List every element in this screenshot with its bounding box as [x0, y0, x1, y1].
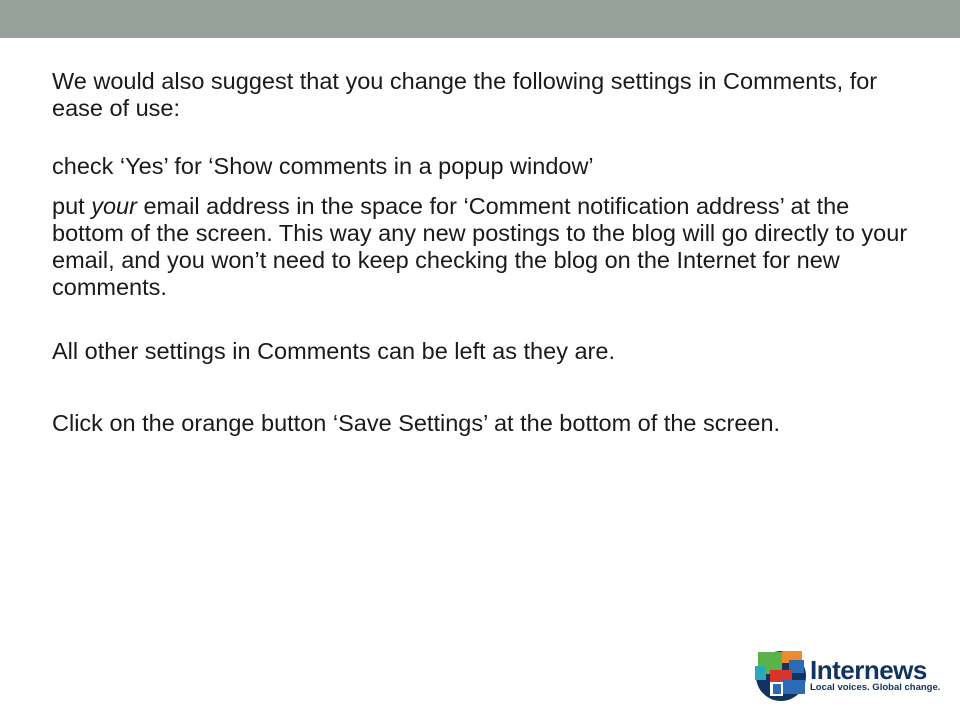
- paragraph-email-text-start: put: [52, 193, 92, 219]
- logo-name: Internews: [810, 655, 927, 685]
- slide-body: [52, 68, 912, 437]
- internews-logo-mark-icon: [753, 646, 809, 704]
- top-accent-bar: [0, 0, 960, 38]
- paragraph-email-text-end: email address in the space for ‘Comment notification address’ at the bottom of the screen. This way any new postings to the blog will go directly to your email, and you won’t need to keep checking the blog on the Internet for new comments.: [52, 193, 908, 300]
- paragraph-popup-setting: check ‘Yes’ for ‘Show comments in a popup window’: [52, 153, 594, 179]
- paragraph-email-setting: [52, 193, 912, 301]
- paragraph-other-settings: All other settings in Comments can be left as they are.: [52, 338, 615, 364]
- paragraph-email-emphasis: your: [91, 193, 137, 219]
- paragraph-save-settings: Click on the orange button ‘Save Settings’ at the bottom of the screen.: [52, 410, 781, 436]
- paragraph-suggestion: We would also suggest that you change the following settings in Comments, for ease of use:: [52, 68, 878, 121]
- logo-tagline: Local voices. Global change.: [810, 682, 941, 693]
- internews-logo: [753, 646, 941, 706]
